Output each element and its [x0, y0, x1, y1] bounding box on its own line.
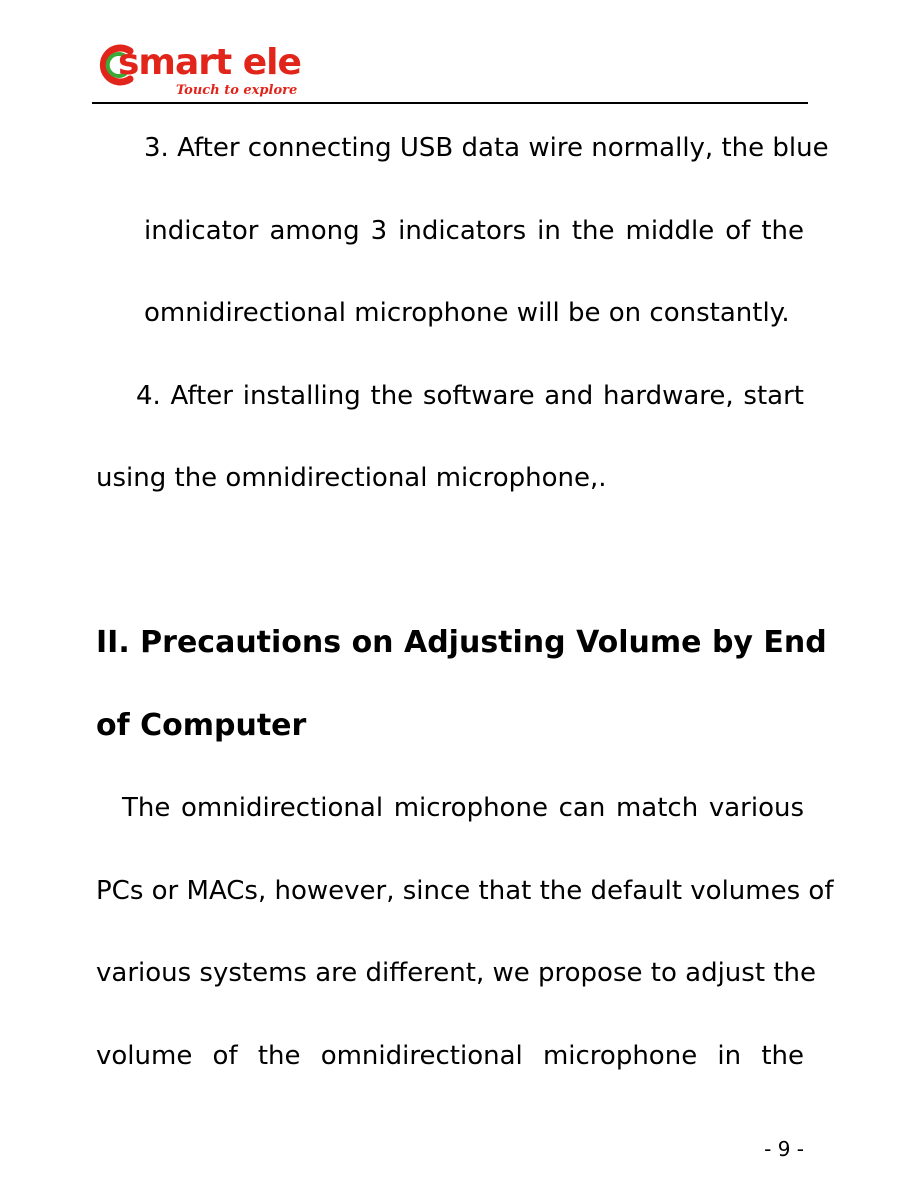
logo-tagline: Touch to explore: [176, 83, 298, 98]
logo-wordmark: smart ele: [118, 42, 301, 83]
paragraph-line-4: volume of the omnidirectional microphone in the: [96, 1041, 804, 1071]
page-number: - 9 -: [764, 1137, 804, 1161]
section-heading-line-2: of Computer: [96, 708, 307, 743]
paragraph-line-3: various systems are different, we propose to adjust the: [96, 958, 816, 988]
section-heading-line-1: II. Precautions on Adjusting Volume by End: [96, 625, 827, 660]
item3-line-2: indicator among 3 indicators in the middle of the: [144, 216, 804, 246]
brand-logo: [96, 40, 316, 102]
header-divider: [92, 102, 808, 104]
item4-line-1: 4. After installing the software and hardware, start: [136, 381, 804, 411]
paragraph-line-1: The omnidirectional microphone can match various: [122, 793, 804, 823]
item4-line-2: using the omnidirectional microphone,.: [96, 463, 607, 493]
paragraph-line-2: PCs or MACs, however, since that the default volumes of: [96, 876, 834, 906]
item3-line-1: 3. After connecting USB data wire normally, the blue: [144, 133, 829, 163]
item3-line-3: omnidirectional microphone will be on constantly.: [144, 298, 790, 328]
